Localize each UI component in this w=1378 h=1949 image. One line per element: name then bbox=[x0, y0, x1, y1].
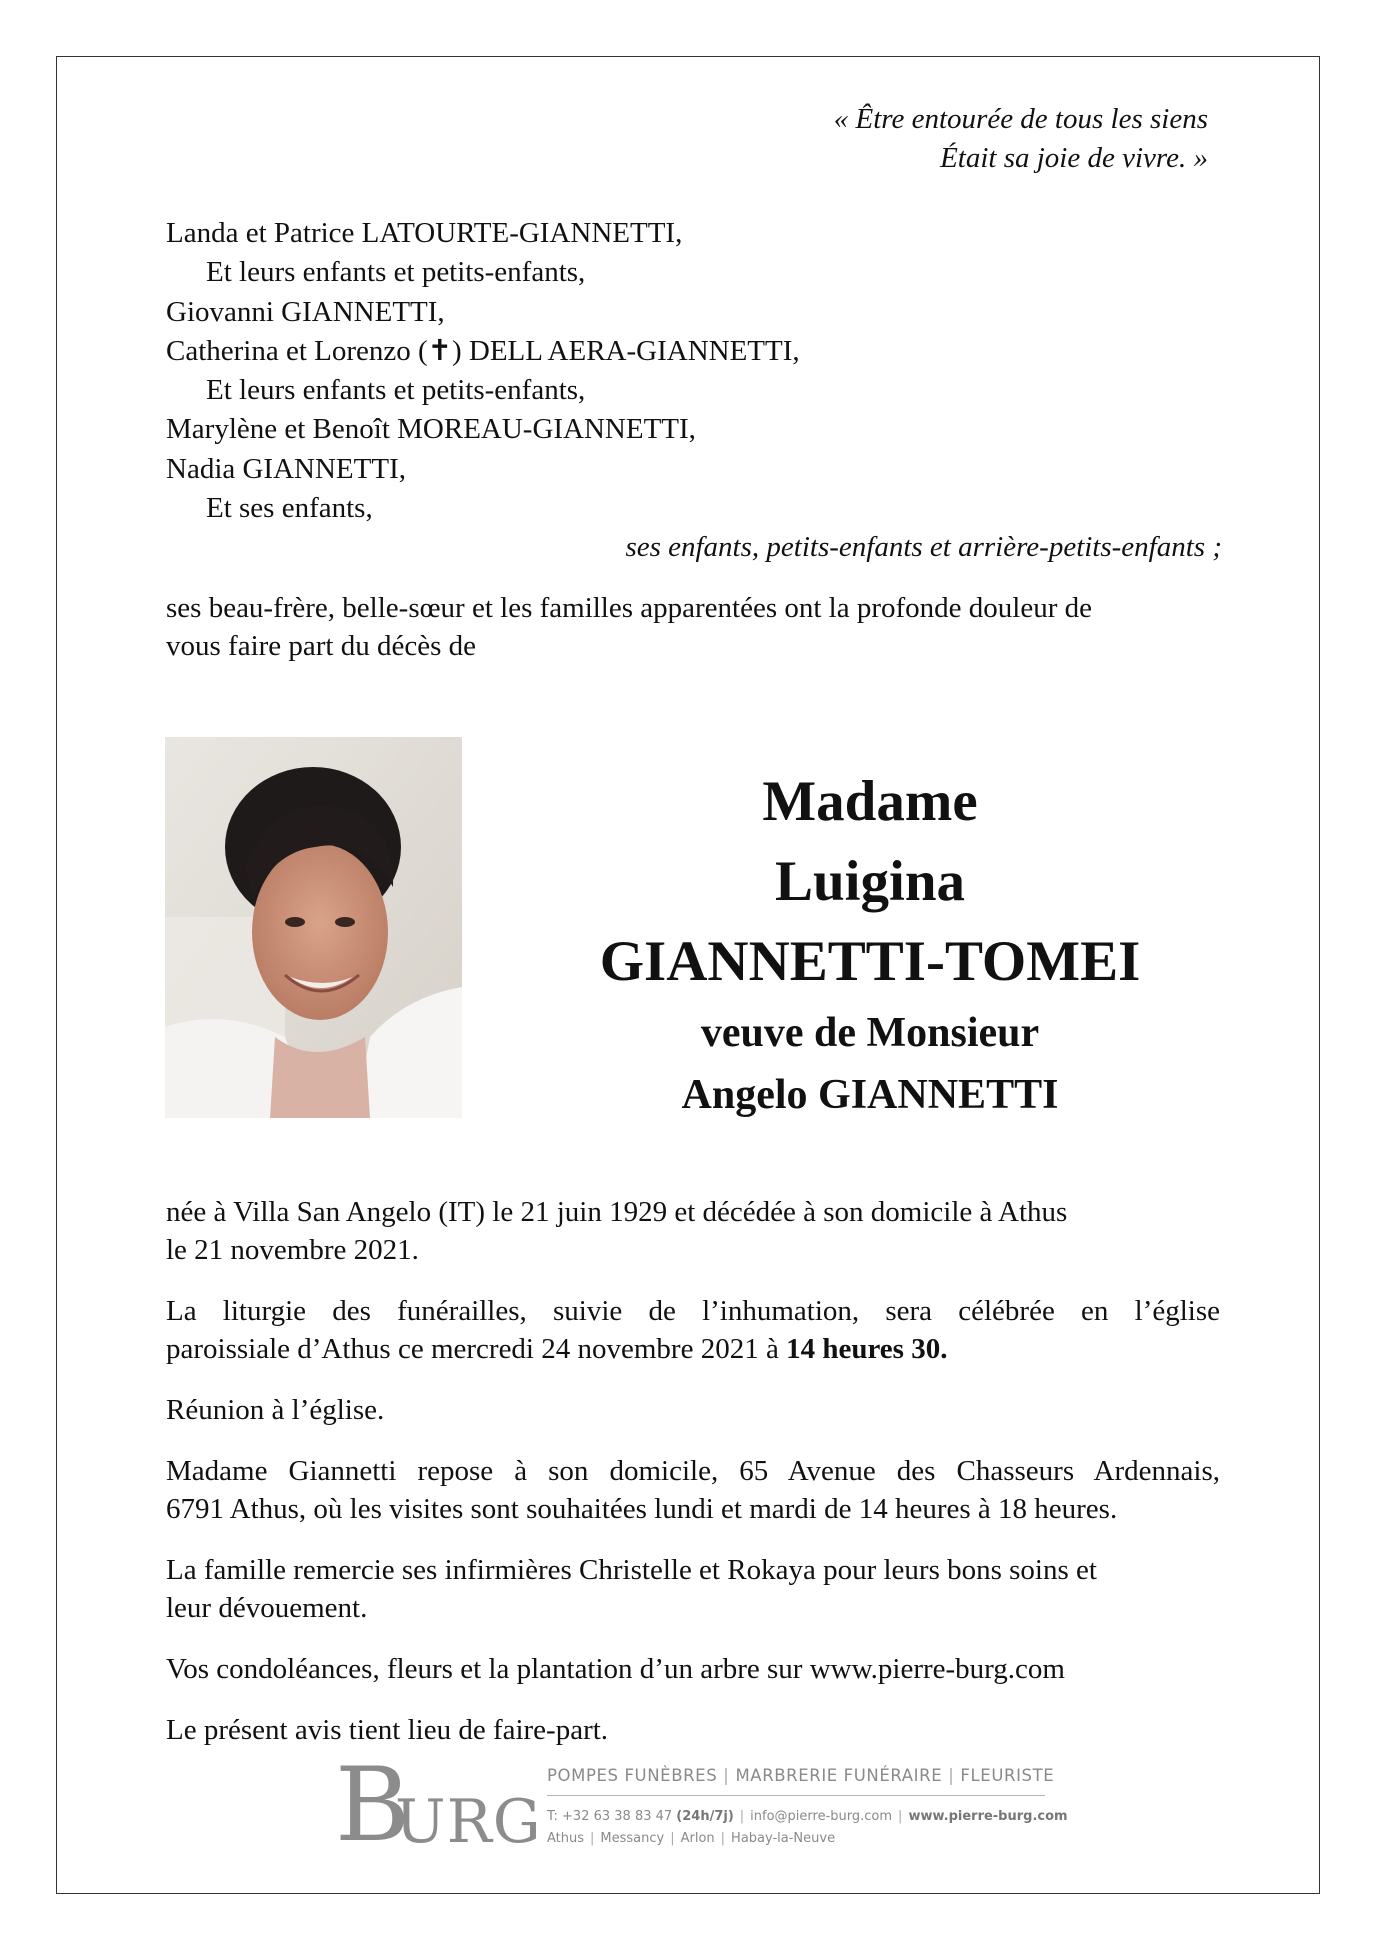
deceased-first-name: Luigina bbox=[774, 850, 966, 913]
meeting-paragraph: Réunion à l’église. bbox=[166, 1394, 385, 1426]
visitation-paragraph bbox=[166, 1452, 1220, 1528]
phone-number: T: +32 63 38 83 47 bbox=[547, 1809, 677, 1824]
family-line: Et ses enfants, bbox=[206, 492, 373, 525]
service-item: MARBRERIE FUNÉRAIRE bbox=[735, 1766, 943, 1785]
contact-line: T: +32 63 38 83 47 (24h/7j) | info@pierre-burg.com | www.pierre-burg.com bbox=[547, 1809, 1068, 1824]
deceased-title: Madame bbox=[762, 770, 978, 833]
family-list bbox=[166, 214, 1226, 568]
burg-logo bbox=[335, 1746, 542, 1865]
announcement-body bbox=[166, 1193, 1220, 1772]
services-list: POMPES FUNÈBRES | MARBRERIE FUNÉRAIRE | FLEURISTE bbox=[547, 1766, 1055, 1785]
family-line: Catherina et Lorenzo (✝) DELL AERA-GIANNETTI, bbox=[166, 334, 800, 367]
birth-line-2: le 21 novembre 2021. bbox=[166, 1234, 419, 1266]
notice-paragraph: Le présent avis tient lieu de faire-part. bbox=[166, 1714, 609, 1746]
quote-line-1: « Être entourée de tous les siens bbox=[833, 103, 1208, 135]
footer-divider bbox=[547, 1795, 1045, 1796]
locations-line: Athus | Messancy | Arlon | Habay-la-Neuve bbox=[547, 1831, 836, 1846]
website-link[interactable]: www.pierre-burg.com bbox=[908, 1809, 1068, 1824]
location-item: Arlon bbox=[680, 1831, 715, 1846]
deceased-surname: GIANNETTI-TOMEI bbox=[599, 930, 1141, 993]
epigraph-quote bbox=[834, 100, 1208, 178]
spouse-name: Angelo GIANNETTI bbox=[681, 1072, 1059, 1118]
condolences-paragraph: Vos condoléances, fleurs et la plantation d’un arbre sur www.pierre-burg.com bbox=[166, 1653, 1065, 1685]
deceased-portrait-photo bbox=[165, 737, 462, 1118]
family-line-descendants: ses enfants, petits-enfants et arrière-petits-enfants ; bbox=[625, 531, 1222, 564]
family-line: Landa et Patrice LATOURTE-GIANNETTI, bbox=[166, 217, 683, 249]
visitation-line-1: Madame Giannetti repose à son domicile, 65 Avenue des Chasseurs Ardennais, bbox=[166, 1455, 1220, 1487]
visitation-line-2: 6791 Athus, où les visites sont souhaitées lundi et mardi de 14 heures à 18 heures. bbox=[166, 1493, 1118, 1525]
location-item: Habay-la-Neuve bbox=[731, 1831, 836, 1846]
funeral-home-footer bbox=[335, 1746, 1068, 1865]
thanks-line-1: La famille remercie ses infirmières Christelle et Rokaya pour leurs bons soins et bbox=[166, 1554, 1097, 1586]
family-line: Et leurs enfants et petits-enfants, bbox=[206, 374, 586, 407]
liturgy-date: paroissiale d’Athus ce mercredi 24 novembre 2021 à bbox=[166, 1333, 787, 1365]
location-item: Messancy bbox=[600, 1831, 665, 1846]
quote-line-2: Était sa joie de vivre. » bbox=[940, 142, 1208, 174]
thanks-line-2: leur dévouement. bbox=[166, 1592, 368, 1624]
liturgy-line-2 bbox=[166, 1330, 1220, 1368]
liturgy-paragraph bbox=[166, 1292, 1220, 1368]
portrait-illustration bbox=[165, 737, 462, 1118]
thanks-paragraph bbox=[166, 1551, 1220, 1627]
liturgy-line-1: La liturgie des funérailles, suivie de l’inhumation, sera célébrée en l’église bbox=[166, 1295, 1220, 1327]
footer-info bbox=[547, 1765, 1068, 1850]
location-item: Athus bbox=[547, 1831, 585, 1846]
family-line: Marylène et Benoît MOREAU-GIANNETTI, bbox=[166, 413, 696, 446]
phone-hours: (24h/7j) bbox=[676, 1809, 734, 1824]
family-line: Giovanni GIANNETTI, bbox=[166, 295, 445, 328]
birth-line-1: née à Villa San Angelo (IT) le 21 juin 1929 et décédée à son domicile à Athus bbox=[166, 1196, 1068, 1228]
birth-death-paragraph bbox=[166, 1193, 1220, 1269]
intro-line-2: vous faire part du décès de bbox=[166, 630, 477, 662]
intro-line-1: ses beau-frère, belle-sœur et les familles apparentées ont la profonde douleur de bbox=[166, 592, 1093, 624]
family-line: Nadia GIANNETTI, bbox=[166, 452, 406, 485]
deceased-name-block bbox=[560, 762, 1180, 1126]
logo-letters-urg: URG bbox=[395, 1787, 542, 1857]
logo-letter-b: B bbox=[335, 1746, 410, 1865]
family-line: Et leurs enfants et petits-enfants, bbox=[206, 256, 586, 289]
service-item: POMPES FUNÈBRES bbox=[547, 1766, 718, 1785]
widow-line: veuve de Monsieur bbox=[700, 1010, 1040, 1056]
email-link[interactable]: info@pierre-burg.com bbox=[750, 1809, 893, 1824]
service-item: FLEURISTE bbox=[960, 1766, 1055, 1785]
announcement-intro bbox=[166, 589, 1216, 665]
liturgy-time: 14 heures 30. bbox=[786, 1333, 948, 1365]
